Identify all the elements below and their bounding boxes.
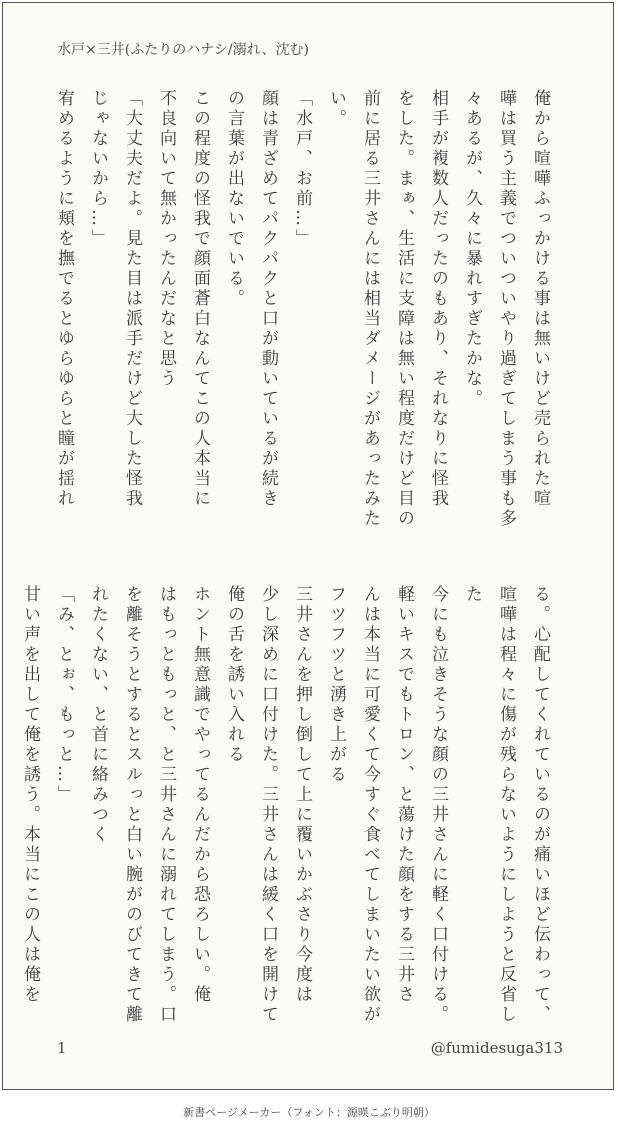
text-line: 喧嘩は程々に傷が残らないようにしようと反省し — [496, 585, 516, 1025]
text-line: 甘い声を出して俺を誘う。本当にこの人は俺を — [20, 585, 40, 1005]
text-line: じゃないから…」 — [88, 89, 108, 249]
text-line: る。心配してくれているのが痛いほど伝わって、 — [530, 585, 550, 1025]
text-line: をした。まぁ、生活に支障は無い程度だけど目の — [394, 89, 414, 529]
text-block-bottom — [20, 585, 557, 1025]
book-page — [2, 2, 614, 1090]
text-line: 顔は青ざめてパクパクと口が動いているが続き — [258, 89, 278, 509]
text-line: 嘩は買う主義でついついやり過ぎてしまう事も多 — [496, 89, 516, 529]
page-title: 水戸×三井(ふたりのハナシ/溺れ、沈む) — [57, 42, 309, 58]
text-line: 少し深めに口付けた。三井さんは緩く口を開けて — [258, 585, 278, 1025]
text-line: た — [462, 585, 482, 605]
text-line: ホント無意識でやってるんだから恐ろしい。俺 — [190, 585, 210, 1005]
text-line: フツフツと湧き上がる — [326, 585, 346, 785]
text-line: 俺から喧嘩ふっかける事は無いけど売られた喧 — [530, 89, 550, 509]
text-line: 「大丈夫だよ。見た目は派手だけど大した怪我 — [122, 89, 142, 509]
text-line: はもっともっと、と三井さんに溺れてしまう。口 — [156, 585, 176, 1025]
text-line: の言葉が出ないでいる。 — [224, 89, 244, 309]
text-line: 相手が複数人だったのもあり、それなりに怪我 — [428, 89, 448, 509]
generator-credit: 新書ページメーカー（フォント：源暎こぶり明朝） — [183, 1106, 435, 1119]
text-line: 三井さんを押し倒して上に覆いかぶさり今度は — [292, 585, 312, 1005]
text-line: 「み、とぉ、もっと…」 — [54, 585, 74, 805]
text-line: 今にも泣きそうな顔の三井さんに軽く口付ける。 — [428, 585, 448, 1025]
text-line: 俺の舌を誘い入れる — [224, 585, 244, 765]
text-line: れたくない、と首に絡みつく — [88, 585, 108, 845]
text-line: 軽いキスでもトロン、と蕩けた顔をする三井さ — [394, 585, 414, 1005]
text-line: い。 — [326, 89, 346, 129]
text-line: 前に居る三井さんには相当ダメージがあったみた — [360, 89, 380, 529]
text-line: 不良向いて無かったんだなと思う — [156, 89, 176, 389]
text-line: 「水戸、お前…」 — [292, 89, 312, 249]
text-line: んは本当に可愛くて今すぐ食べてしまいたい欲が — [360, 585, 380, 1025]
text-block-top — [47, 89, 557, 529]
text-line: この程度の怪我で顔面蒼白なんてこの人本当に — [190, 89, 210, 509]
text-line: 々あるが、久々に暴れすぎたかな。 — [462, 89, 482, 409]
text-line: 宥めるように頬を撫でるとゆらゆらと瞳が揺れ — [54, 89, 74, 509]
author-handle: @fumidesuga313 — [430, 1039, 563, 1057]
text-line: を離そうとするとスルっと白い腕がのびてきて離 — [122, 585, 142, 1025]
page-number: 1 — [57, 1039, 67, 1057]
